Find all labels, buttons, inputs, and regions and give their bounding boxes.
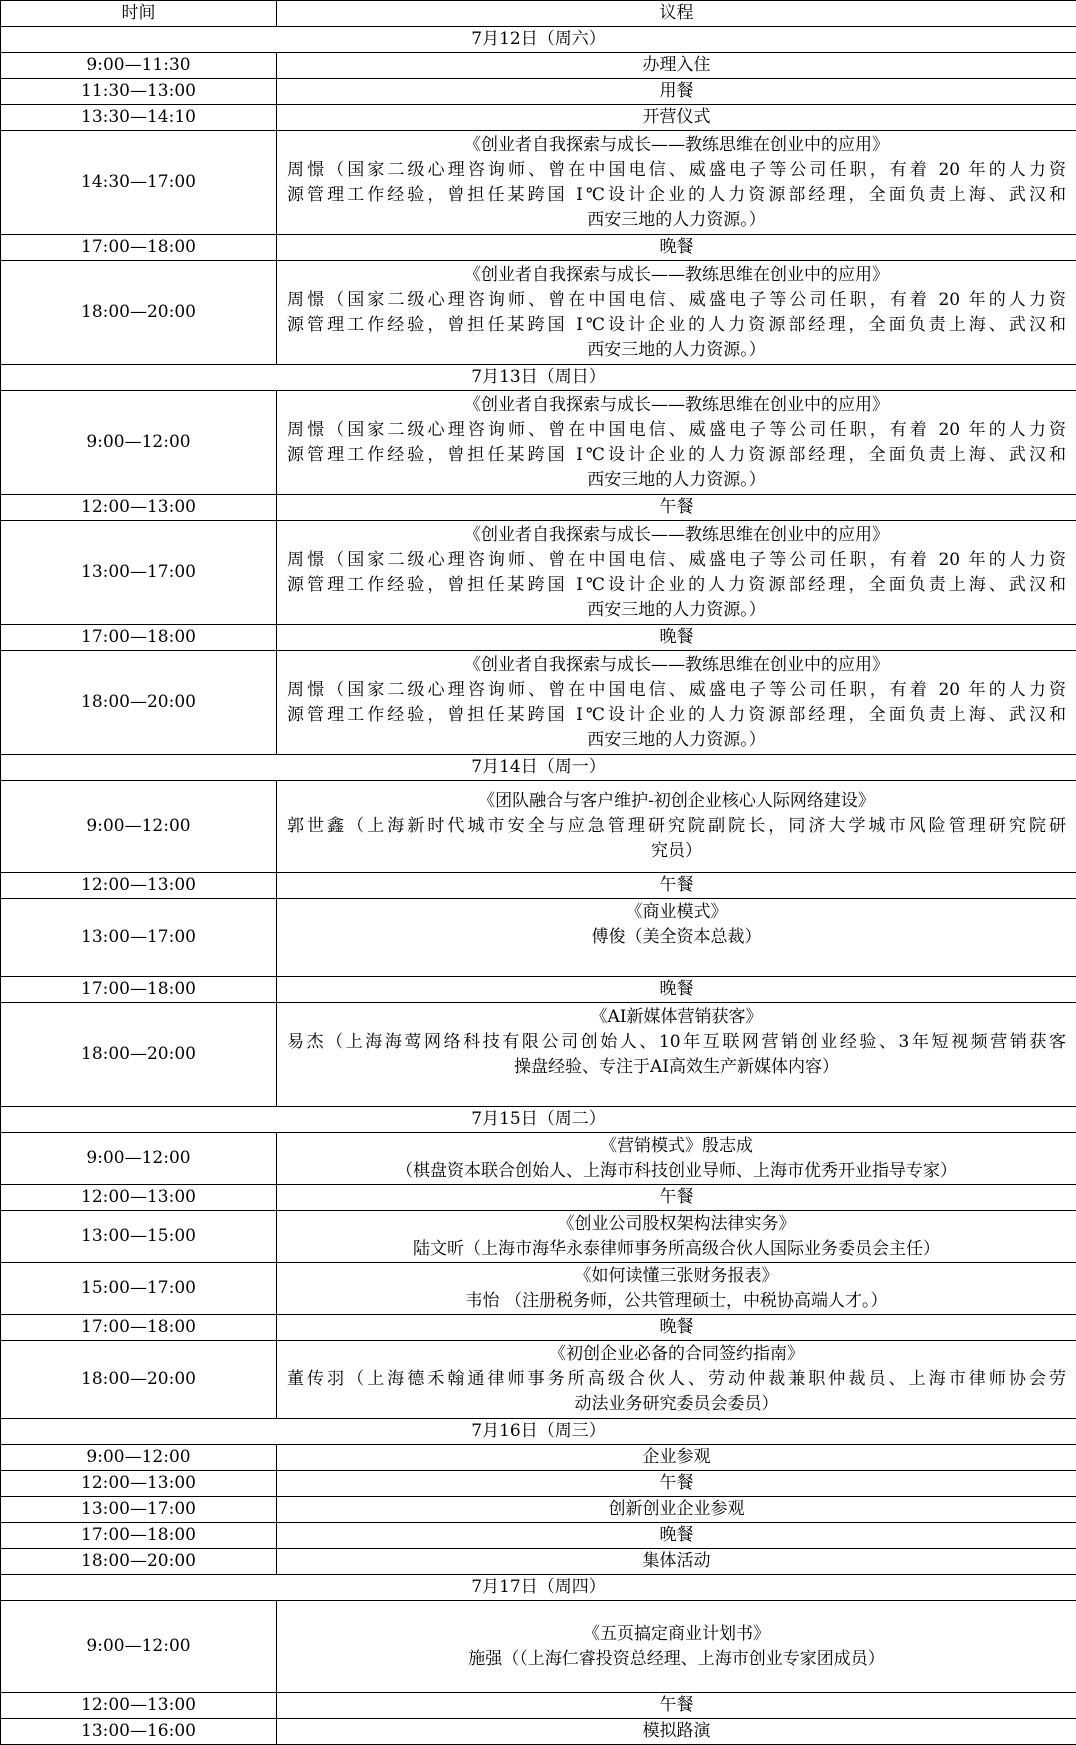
header-row [1, 1, 1076, 27]
agenda-line: 《营销模式》殷志成 [285, 1134, 1068, 1159]
agenda-line: 《创业者自我探索与成长——教练思维在创业中的应用》 [285, 523, 1068, 548]
time-cell: 17:00—18:00 [1, 1315, 277, 1341]
agenda-line: 晚餐 [285, 235, 1068, 260]
agenda-row [1, 53, 1076, 79]
agenda-cell [277, 131, 1076, 235]
agenda-row [1, 1549, 1076, 1575]
time-cell: 13:30—14:10 [1, 105, 277, 131]
agenda-row [1, 1211, 1076, 1263]
agenda-row [1, 1341, 1076, 1419]
day-header-row [1, 1575, 1076, 1601]
agenda-line: 创新创业企业参观 [285, 1497, 1068, 1522]
agenda-row [1, 651, 1076, 755]
agenda-line: 西安三地的人力资源。） [285, 208, 1068, 233]
agenda-line: 周憬（国家二级心理咨询师、曾在中国电信、威盛电子等公司任职，有着 20 年的人力资 [285, 158, 1068, 183]
time-cell: 15:00—17:00 [1, 1263, 277, 1315]
agenda-cell [277, 1549, 1076, 1575]
agenda-line [285, 1080, 1068, 1105]
agenda-cell [277, 1341, 1076, 1419]
agenda-row [1, 1497, 1076, 1523]
agenda-row [1, 235, 1076, 261]
agenda-line: 用餐 [285, 79, 1068, 104]
agenda-cell [277, 1523, 1076, 1549]
agenda-line: 晚餐 [285, 977, 1068, 1002]
time-cell: 17:00—18:00 [1, 1523, 277, 1549]
agenda-row [1, 521, 1076, 625]
agenda-line: 源管理工作经验，曾担任某跨国 I℃设计企业的人力资源部经理，全面负责上海、武汉和 [285, 703, 1068, 728]
agenda-line: 午餐 [285, 873, 1068, 898]
agenda-line: 《创业者自我探索与成长——教练思维在创业中的应用》 [285, 133, 1068, 158]
agenda-cell [277, 781, 1076, 873]
agenda-line: 陆文昕（上海市海华永泰律师事务所高级合伙人国际业务委员会主任） [285, 1237, 1068, 1262]
agenda-cell [277, 1263, 1076, 1315]
time-cell: 13:00—15:00 [1, 1211, 277, 1263]
agenda-cell [277, 495, 1076, 521]
agenda-line: 郭世鑫（上海新时代城市安全与应急管理研究院副院长，同济大学城市风险管理研究院研 [285, 814, 1068, 839]
agenda-cell [277, 977, 1076, 1003]
time-cell: 9:00—11:30 [1, 53, 277, 79]
agenda-cell [277, 105, 1076, 131]
agenda-line: 源管理工作经验，曾担任某跨国 I℃设计企业的人力资源部经理，全面负责上海、武汉和 [285, 443, 1068, 468]
agenda-row [1, 131, 1076, 235]
agenda-line: 《创业者自我探索与成长——教练思维在创业中的应用》 [285, 393, 1068, 418]
time-cell: 13:00—17:00 [1, 899, 277, 977]
day-header: 7月14日（周一） [1, 755, 1076, 781]
agenda-line: 企业参观 [285, 1445, 1068, 1470]
agenda-cell [277, 1719, 1076, 1745]
agenda-cell [277, 53, 1076, 79]
day-header: 7月13日（周日） [1, 365, 1076, 391]
agenda-row [1, 1185, 1076, 1211]
day-header-row [1, 27, 1076, 53]
agenda-line: （棋盘资本联合创始人、上海市科技创业导师、上海市优秀开业指导专家） [285, 1159, 1068, 1184]
agenda-line: 午餐 [285, 1471, 1068, 1496]
time-cell: 9:00—12:00 [1, 1133, 277, 1185]
day-header-row [1, 1419, 1076, 1445]
time-cell: 12:00—13:00 [1, 1471, 277, 1497]
agenda-line: 《五页搞定商业计划书》 [285, 1622, 1068, 1647]
agenda-cell [277, 1315, 1076, 1341]
agenda-cell [277, 1601, 1076, 1693]
agenda-line: 《团队融合与客户维护-初创企业核心人际网络建设》 [285, 789, 1068, 814]
agenda-line: 傅俊（美全资本总裁） [285, 925, 1068, 950]
agenda-row [1, 1133, 1076, 1185]
agenda-cell [277, 1133, 1076, 1185]
agenda-cell [277, 521, 1076, 625]
time-cell: 13:00—17:00 [1, 521, 277, 625]
agenda-line: 《初创企业必备的合同签约指南》 [285, 1342, 1068, 1367]
agenda-row [1, 79, 1076, 105]
agenda-line: 《创业者自我探索与成长——教练思维在创业中的应用》 [285, 653, 1068, 678]
time-cell: 18:00—20:00 [1, 1003, 277, 1107]
time-cell: 18:00—20:00 [1, 651, 277, 755]
agenda-line: 西安三地的人力资源。） [285, 598, 1068, 623]
agenda-cell [277, 79, 1076, 105]
time-cell: 9:00—12:00 [1, 781, 277, 873]
agenda-line: 办理入住 [285, 53, 1068, 78]
day-header-row [1, 755, 1076, 781]
agenda-row [1, 1315, 1076, 1341]
agenda-row [1, 261, 1076, 365]
agenda-row [1, 1263, 1076, 1315]
agenda-line: 模拟路演 [285, 1719, 1068, 1744]
agenda-cell [277, 873, 1076, 899]
agenda-line: 操盘经验、专注于AI高效生产新媒体内容） [285, 1055, 1068, 1080]
agenda-line: 周憬（国家二级心理咨询师、曾在中国电信、威盛电子等公司任职，有着 20 年的人力资 [285, 288, 1068, 313]
time-cell: 13:00—17:00 [1, 1497, 277, 1523]
agenda-cell [277, 1211, 1076, 1263]
time-cell: 12:00—13:00 [1, 1185, 277, 1211]
agenda-line: 周憬（国家二级心理咨询师、曾在中国电信、威盛电子等公司任职，有着 20 年的人力资 [285, 548, 1068, 573]
time-cell: 18:00—20:00 [1, 1341, 277, 1419]
time-cell: 13:00—16:00 [1, 1719, 277, 1745]
agenda-row [1, 781, 1076, 873]
agenda-line [285, 950, 1068, 975]
agenda-line: 施强（（上海仁睿投资总经理、上海市创业专家团成员） [285, 1647, 1068, 1672]
time-cell: 17:00—18:00 [1, 235, 277, 261]
agenda-row [1, 1693, 1076, 1719]
agenda-line: 《商业模式》 [285, 900, 1068, 925]
agenda-cell [277, 391, 1076, 495]
agenda-cell [277, 235, 1076, 261]
agenda-cell [277, 651, 1076, 755]
agenda-line: 董传羽（上海德禾翰通律师事务所高级合伙人、劳动仲裁兼职仲裁员、上海市律师协会劳 [285, 1367, 1068, 1392]
day-header-row [1, 1107, 1076, 1133]
agenda-row [1, 1523, 1076, 1549]
agenda-cell [277, 1497, 1076, 1523]
header-time: 时间 [1, 1, 277, 27]
agenda-row [1, 625, 1076, 651]
agenda-row [1, 873, 1076, 899]
agenda-cell [277, 899, 1076, 977]
agenda-line: 开营仪式 [285, 105, 1068, 130]
agenda-row [1, 1445, 1076, 1471]
agenda-line: 午餐 [285, 495, 1068, 520]
day-header: 7月17日（周四） [1, 1575, 1076, 1601]
agenda-line: 《AI新媒体营销获客》 [285, 1005, 1068, 1030]
time-cell: 9:00—12:00 [1, 391, 277, 495]
agenda-line: 动法业务研究委员会委员） [285, 1392, 1068, 1417]
agenda-line: 《如何读懂三张财务报表》 [285, 1264, 1068, 1289]
day-header: 7月12日（周六） [1, 27, 1076, 53]
time-cell: 11:30—13:00 [1, 79, 277, 105]
agenda-row [1, 1719, 1076, 1745]
agenda-line: 源管理工作经验，曾担任某跨国 I℃设计企业的人力资源部经理，全面负责上海、武汉和 [285, 313, 1068, 338]
agenda-line: 西安三地的人力资源。） [285, 728, 1068, 753]
day-header: 7月16日（周三） [1, 1419, 1076, 1445]
time-cell: 12:00—13:00 [1, 1693, 277, 1719]
agenda-row [1, 899, 1076, 977]
agenda-row [1, 1601, 1076, 1693]
agenda-line: 周憬（国家二级心理咨询师、曾在中国电信、威盛电子等公司任职，有着 20 年的人力资 [285, 418, 1068, 443]
day-header-row [1, 365, 1076, 391]
agenda-line: 韦怡 （注册税务师，公共管理硕士，中税协高端人才。） [285, 1289, 1068, 1314]
time-cell: 9:00—12:00 [1, 1445, 277, 1471]
time-cell: 18:00—20:00 [1, 1549, 277, 1575]
agenda-cell [277, 625, 1076, 651]
time-cell: 9:00—12:00 [1, 1601, 277, 1693]
agenda-line: 《创业公司股权架构法律实务》 [285, 1212, 1068, 1237]
agenda-cell [277, 261, 1076, 365]
agenda-cell [277, 1003, 1076, 1107]
agenda-line: 西安三地的人力资源。） [285, 338, 1068, 363]
agenda-row [1, 105, 1076, 131]
time-cell: 12:00—13:00 [1, 495, 277, 521]
agenda-cell [277, 1471, 1076, 1497]
time-cell: 12:00—13:00 [1, 873, 277, 899]
agenda-row [1, 495, 1076, 521]
agenda-line: 午餐 [285, 1185, 1068, 1210]
time-cell: 18:00—20:00 [1, 261, 277, 365]
agenda-line: 晚餐 [285, 1315, 1068, 1340]
agenda-line: 晚餐 [285, 625, 1068, 650]
agenda-line: 《创业者自我探索与成长——教练思维在创业中的应用》 [285, 263, 1068, 288]
time-cell: 17:00—18:00 [1, 977, 277, 1003]
agenda-table-body [1, 1, 1076, 1745]
agenda-line: 集体活动 [285, 1549, 1068, 1574]
agenda-line: 晚餐 [285, 1523, 1068, 1548]
time-cell: 14:30—17:00 [1, 131, 277, 235]
agenda-line: 午餐 [285, 1693, 1068, 1718]
agenda-line: 周憬（国家二级心理咨询师、曾在中国电信、威盛电子等公司任职，有着 20 年的人力资 [285, 678, 1068, 703]
agenda-line: 易杰（上海海莺网络科技有限公司创始人、10年互联网营销创业经验、3年短视频营销获客 [285, 1030, 1068, 1055]
agenda-row [1, 1003, 1076, 1107]
agenda-cell [277, 1445, 1076, 1471]
day-header: 7月15日（周二） [1, 1107, 1076, 1133]
agenda-row [1, 391, 1076, 495]
header-agenda: 议程 [277, 1, 1076, 27]
time-cell: 17:00—18:00 [1, 625, 277, 651]
agenda-line: 源管理工作经验，曾担任某跨国 I℃设计企业的人力资源部经理，全面负责上海、武汉和 [285, 573, 1068, 598]
agenda-row [1, 1471, 1076, 1497]
agenda-cell [277, 1185, 1076, 1211]
agenda-cell [277, 1693, 1076, 1719]
agenda-line: 西安三地的人力资源。） [285, 468, 1068, 493]
agenda-line: 源管理工作经验，曾担任某跨国 I℃设计企业的人力资源部经理，全面负责上海、武汉和 [285, 183, 1068, 208]
agenda-row [1, 977, 1076, 1003]
agenda-line: 究员） [285, 839, 1068, 864]
